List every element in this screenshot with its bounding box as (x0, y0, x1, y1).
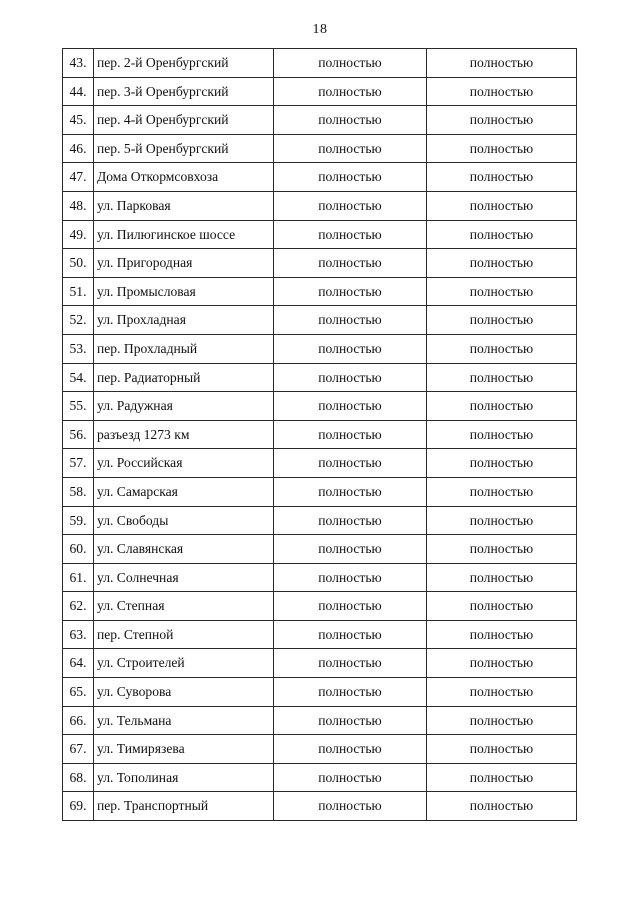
table-row (63, 163, 577, 192)
street-name-cell: ул. Пригородная (94, 249, 274, 278)
coverage-cell-b: полностью (427, 449, 577, 478)
street-name-cell: ул. Тельмана (94, 706, 274, 735)
row-number-cell: 69. (63, 792, 94, 821)
street-name-cell: пер. Степной (94, 620, 274, 649)
coverage-cell-a: полностью (274, 449, 427, 478)
row-number-cell: 68. (63, 763, 94, 792)
table-row (63, 392, 577, 421)
coverage-cell-a: полностью (274, 477, 427, 506)
coverage-cell-a: полностью (274, 363, 427, 392)
row-number-cell: 54. (63, 363, 94, 392)
row-number-cell: 56. (63, 420, 94, 449)
coverage-cell-a: полностью (274, 792, 427, 821)
table-row (63, 763, 577, 792)
street-name-cell: разъезд 1273 км (94, 420, 274, 449)
coverage-cell-b: полностью (427, 620, 577, 649)
coverage-cell-a: полностью (274, 563, 427, 592)
row-number-cell: 48. (63, 191, 94, 220)
coverage-cell-a: полностью (274, 535, 427, 564)
street-name-cell: ул. Солнечная (94, 563, 274, 592)
street-name-cell: пер. 4-й Оренбургский (94, 106, 274, 135)
table-row (63, 592, 577, 621)
coverage-cell-b: полностью (427, 420, 577, 449)
street-name-cell: ул. Свободы (94, 506, 274, 535)
table-row (63, 620, 577, 649)
coverage-cell-a: полностью (274, 620, 427, 649)
street-name-cell: пер. 3-й Оренбургский (94, 77, 274, 106)
street-name-cell: Дома Откормсовхоза (94, 163, 274, 192)
coverage-cell-b: полностью (427, 249, 577, 278)
street-name-cell: пер. Транспортный (94, 792, 274, 821)
street-name-cell: пер. 2-й Оренбургский (94, 49, 274, 78)
street-name-cell: ул. Парковая (94, 191, 274, 220)
street-name-cell: ул. Тимирязева (94, 735, 274, 764)
coverage-cell-b: полностью (427, 49, 577, 78)
street-name-cell: ул. Самарская (94, 477, 274, 506)
row-number-cell: 50. (63, 249, 94, 278)
table-row (63, 220, 577, 249)
coverage-cell-a: полностью (274, 706, 427, 735)
street-name-cell: ул. Степная (94, 592, 274, 621)
row-number-cell: 57. (63, 449, 94, 478)
table-row (63, 334, 577, 363)
table-row (63, 449, 577, 478)
coverage-cell-a: полностью (274, 77, 427, 106)
coverage-cell-b: полностью (427, 77, 577, 106)
coverage-cell-a: полностью (274, 134, 427, 163)
row-number-cell: 64. (63, 649, 94, 678)
table-row (63, 792, 577, 821)
street-name-cell: ул. Российская (94, 449, 274, 478)
row-number-cell: 55. (63, 392, 94, 421)
table-row (63, 477, 577, 506)
coverage-cell-b: полностью (427, 735, 577, 764)
coverage-cell-a: полностью (274, 678, 427, 707)
coverage-cell-a: полностью (274, 220, 427, 249)
coverage-cell-b: полностью (427, 678, 577, 707)
table-body (63, 49, 577, 821)
coverage-cell-a: полностью (274, 763, 427, 792)
coverage-cell-b: полностью (427, 792, 577, 821)
coverage-cell-b: полностью (427, 506, 577, 535)
street-name-cell: ул. Суворова (94, 678, 274, 707)
coverage-cell-b: полностью (427, 649, 577, 678)
row-number-cell: 49. (63, 220, 94, 249)
coverage-cell-b: полностью (427, 363, 577, 392)
street-name-cell: ул. Строителей (94, 649, 274, 678)
table-row (63, 420, 577, 449)
table-row (63, 535, 577, 564)
row-number-cell: 52. (63, 306, 94, 335)
row-number-cell: 67. (63, 735, 94, 764)
coverage-cell-b: полностью (427, 563, 577, 592)
table-row (63, 363, 577, 392)
table-row (63, 249, 577, 278)
coverage-cell-b: полностью (427, 191, 577, 220)
street-name-cell: ул. Пилюгинское шоссе (94, 220, 274, 249)
street-name-cell: ул. Славянская (94, 535, 274, 564)
coverage-cell-a: полностью (274, 163, 427, 192)
street-name-cell: пер. 5-й Оренбургский (94, 134, 274, 163)
table-row (63, 649, 577, 678)
row-number-cell: 60. (63, 535, 94, 564)
row-number-cell: 46. (63, 134, 94, 163)
table-row (63, 77, 577, 106)
coverage-cell-a: полностью (274, 106, 427, 135)
row-number-cell: 59. (63, 506, 94, 535)
street-name-cell: ул. Радужная (94, 392, 274, 421)
coverage-cell-a: полностью (274, 420, 427, 449)
street-name-cell: пер. Радиаторный (94, 363, 274, 392)
coverage-cell-b: полностью (427, 334, 577, 363)
coverage-cell-b: полностью (427, 763, 577, 792)
row-number-cell: 47. (63, 163, 94, 192)
coverage-cell-b: полностью (427, 306, 577, 335)
coverage-cell-a: полностью (274, 592, 427, 621)
row-number-cell: 45. (63, 106, 94, 135)
coverage-cell-b: полностью (427, 163, 577, 192)
row-number-cell: 61. (63, 563, 94, 592)
row-number-cell: 58. (63, 477, 94, 506)
coverage-cell-a: полностью (274, 392, 427, 421)
street-name-cell: ул. Прохладная (94, 306, 274, 335)
table-row (63, 706, 577, 735)
page-number: 18 (312, 22, 328, 37)
coverage-cell-b: полностью (427, 106, 577, 135)
street-name-cell: ул. Тополиная (94, 763, 274, 792)
coverage-cell-b: полностью (427, 477, 577, 506)
row-number-cell: 63. (63, 620, 94, 649)
row-number-cell: 65. (63, 678, 94, 707)
coverage-cell-b: полностью (427, 277, 577, 306)
row-number-cell: 62. (63, 592, 94, 621)
row-number-cell: 51. (63, 277, 94, 306)
row-number-cell: 43. (63, 49, 94, 78)
coverage-cell-a: полностью (274, 277, 427, 306)
street-name-cell: пер. Прохладный (94, 334, 274, 363)
coverage-cell-a: полностью (274, 334, 427, 363)
coverage-cell-b: полностью (427, 706, 577, 735)
table-row (63, 134, 577, 163)
table-row (63, 506, 577, 535)
coverage-cell-a: полностью (274, 649, 427, 678)
coverage-cell-a: полностью (274, 735, 427, 764)
table-row (63, 106, 577, 135)
coverage-cell-a: полностью (274, 306, 427, 335)
coverage-cell-a: полностью (274, 249, 427, 278)
coverage-cell-b: полностью (427, 220, 577, 249)
table-row (63, 735, 577, 764)
table-row (63, 306, 577, 335)
row-number-cell: 66. (63, 706, 94, 735)
row-number-cell: 44. (63, 77, 94, 106)
coverage-cell-a: полностью (274, 506, 427, 535)
streets-table (62, 48, 577, 821)
table-row (63, 277, 577, 306)
table-row (63, 678, 577, 707)
table-row (63, 563, 577, 592)
coverage-cell-b: полностью (427, 592, 577, 621)
coverage-cell-a: полностью (274, 49, 427, 78)
coverage-cell-b: полностью (427, 535, 577, 564)
coverage-cell-b: полностью (427, 134, 577, 163)
table-row (63, 49, 577, 78)
row-number-cell: 53. (63, 334, 94, 363)
table-row (63, 191, 577, 220)
street-name-cell: ул. Промысловая (94, 277, 274, 306)
coverage-cell-a: полностью (274, 191, 427, 220)
coverage-cell-b: полностью (427, 392, 577, 421)
